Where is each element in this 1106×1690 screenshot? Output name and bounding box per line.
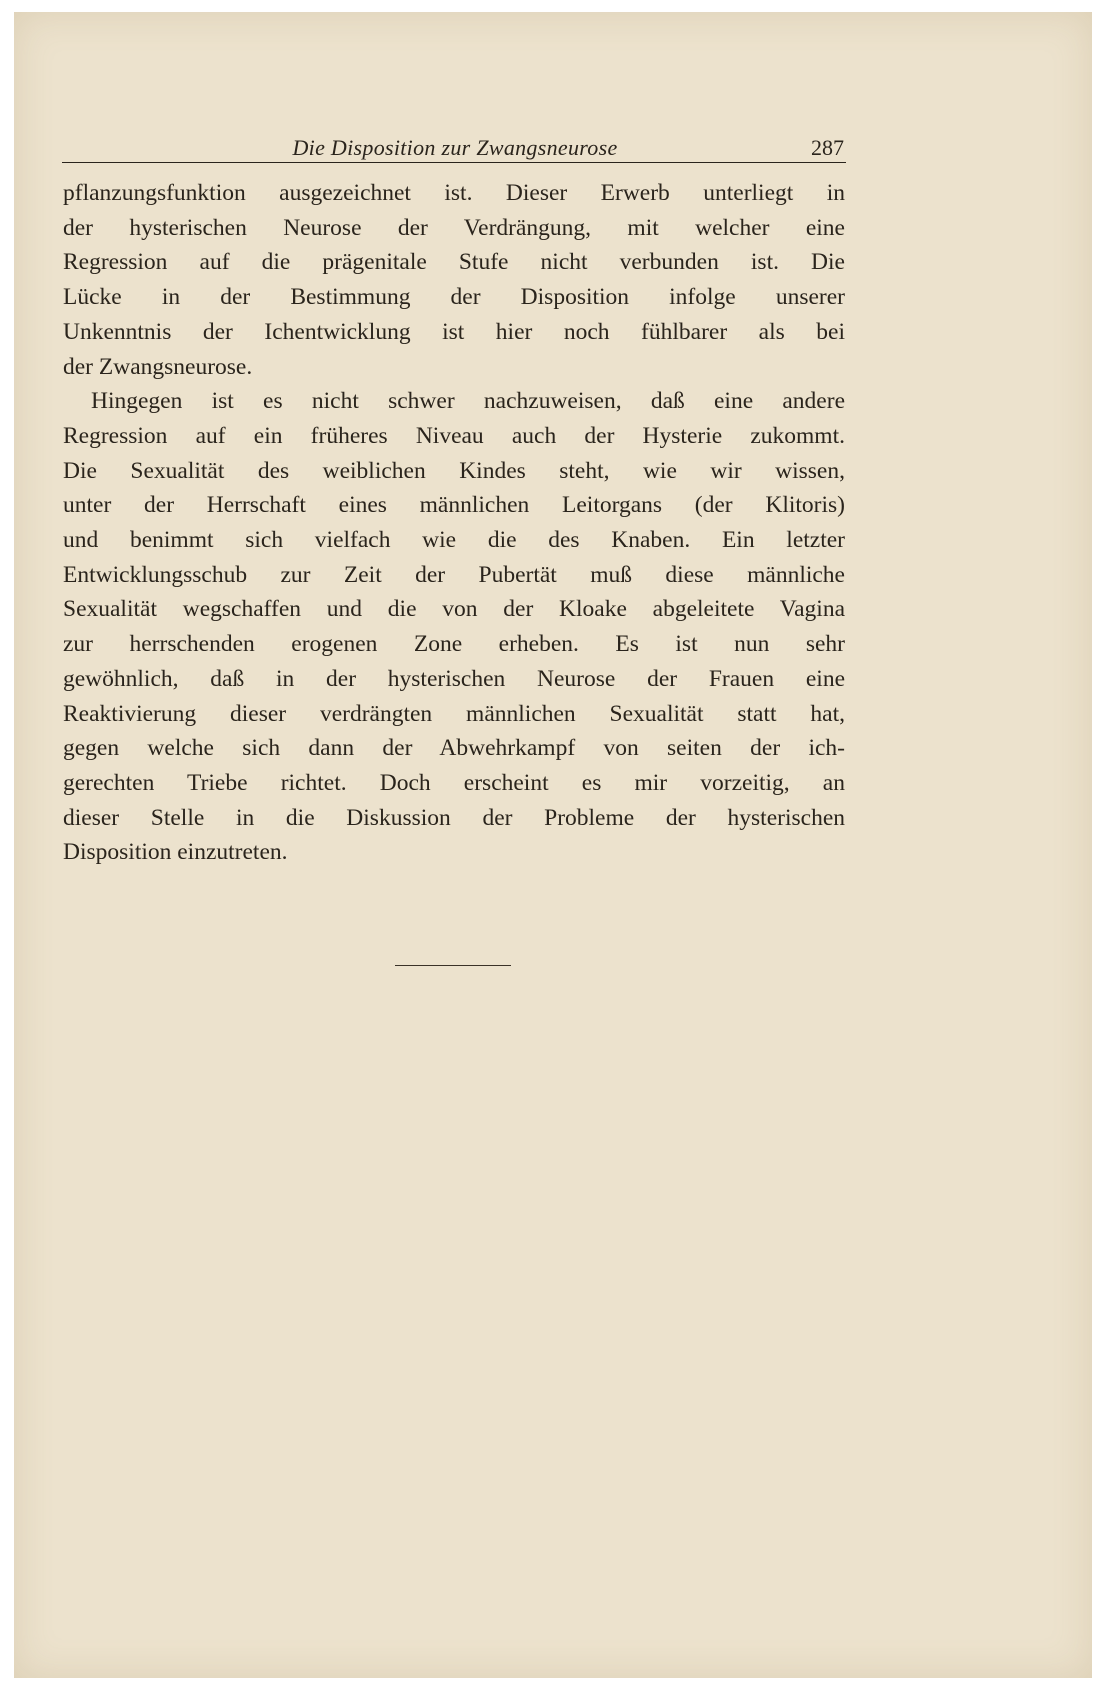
text-line: Hingegen ist es nicht schwer nachzuweisen, daß eine andere [91, 388, 845, 415]
body-text [63, 176, 845, 870]
text-line: der Zwangsneurose. [63, 353, 253, 380]
text-line: und benimmt sich vielfach wie die des Knaben. Ein letzter [63, 527, 845, 554]
text-line: pflanzungsfunktion ausgezeichnet ist. Dieser Erwerb unterliegt in [63, 180, 845, 206]
page-header [66, 135, 844, 165]
paragraph-2 [63, 384, 845, 870]
section-end-rule [395, 965, 511, 966]
text-line: der hysterischen Neurose der Verdrängung, mit welcher eine [63, 214, 845, 241]
text-line: Sexualität wegschaffen und die von der Kloake abgeleitete Vagina [63, 596, 845, 623]
text-line: Disposition einzutreten. [63, 839, 288, 866]
page-number: 287 [811, 135, 844, 160]
text-line: gewöhnlich, daß in der hysterischen Neurose der Frauen eine [63, 665, 845, 692]
header-rule [62, 162, 846, 163]
text-line: Regression auf die prägenitale Stufe nicht verbunden ist. Die [63, 249, 845, 276]
text-line: Unkenntnis der Ichentwicklung ist hier noch fühlbarer als bei [63, 318, 845, 345]
text-line: Entwicklungsschub zur Zeit der Pubertät muß diese männliche [63, 561, 845, 588]
text-line: dieser Stelle in die Diskussion der Probleme der hysterischen [63, 804, 845, 831]
text-line: Lücke in der Bestimmung der Disposition infolge unserer [63, 284, 845, 311]
running-title: Die Disposition zur Zwangsneurose [292, 135, 618, 160]
paragraph-1 [63, 176, 845, 384]
text-line: zur herrschenden erogenen Zone erheben. Es ist nun sehr [63, 631, 845, 658]
text-line: unter der Herrschaft eines männlichen Leitorgans (der Klitoris) [63, 492, 845, 519]
text-line: Reaktivierung dieser verdrängten männlichen Sexualität statt hat, [63, 700, 845, 727]
text-line: gerechten Triebe richtet. Doch erscheint es mir vorzeitig, an [63, 769, 845, 796]
text-line: Die Sexualität des weiblichen Kindes steht, wie wir wissen, [63, 457, 845, 484]
text-line: gegen welche sich dann der Abwehrkampf von seiten der ich- [63, 735, 845, 762]
text-line: Regression auf ein früheres Niveau auch der Hysterie zukommt. [63, 422, 845, 449]
